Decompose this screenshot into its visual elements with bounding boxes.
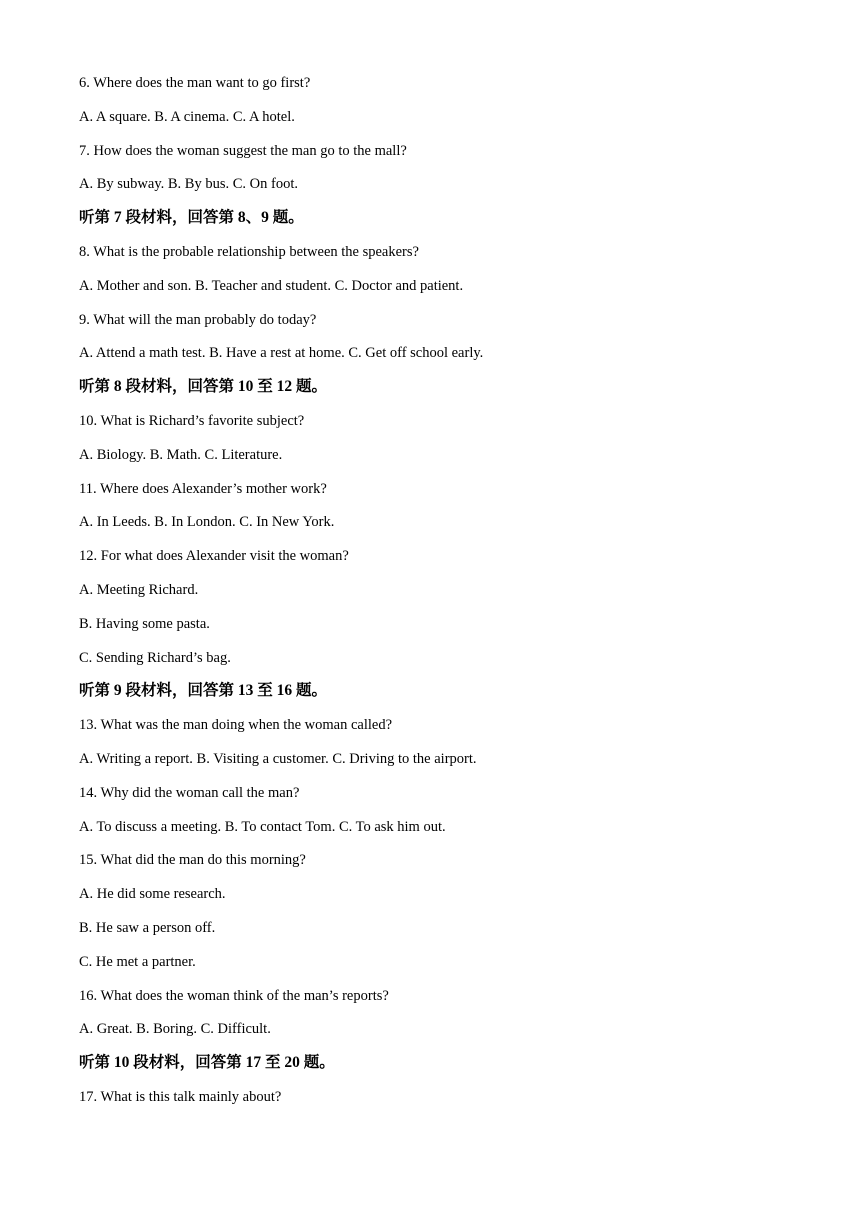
question-10-options: A. Biology. B. Math. C. Literature. bbox=[79, 446, 283, 463]
question-16-text: 16. What does the woman think of the man’s reports? bbox=[79, 987, 389, 1004]
question-15-option-b: B. He saw a person off. bbox=[79, 919, 216, 936]
question-11-text: 11. Where does Alexander’s mother work? bbox=[79, 480, 327, 497]
question-9-options: A. Attend a math test. B. Have a rest at home. C. Get off school early. bbox=[79, 345, 484, 362]
question-8-options: A. Mother and son. B. Teacher and student. C. Doctor and patient. bbox=[79, 277, 464, 294]
document-content bbox=[79, 72, 799, 1120]
question-15-option-c: C. He met a partner. bbox=[79, 953, 196, 970]
question-12-option-b: B. Having some pasta. bbox=[79, 615, 210, 632]
question-13-text: 13. What was the man doing when the woman called? bbox=[79, 717, 393, 734]
question-16-options: A. Great. B. Boring. C. Difficult. bbox=[79, 1021, 271, 1038]
question-15-text: 15. What did the man do this morning? bbox=[79, 852, 306, 869]
question-17-text: 17. What is this talk mainly about? bbox=[79, 1088, 282, 1105]
question-13-options: A. Writing a report. B. Visiting a customer. C. Driving to the airport. bbox=[79, 750, 477, 767]
question-15-option-a: A. He did some research. bbox=[79, 886, 226, 903]
question-14-text: 14. Why did the woman call the man? bbox=[79, 784, 300, 801]
question-10-text: 10. What is Richard’s favorite subject? bbox=[79, 412, 305, 429]
question-12-text: 12. For what does Alexander visit the woman? bbox=[79, 548, 349, 565]
section-heading-8: 听第 8 段材料，回答第 10 至 12 题。 bbox=[79, 378, 328, 396]
question-12-option-c: C. Sending Richard’s bag. bbox=[79, 649, 231, 666]
question-11-options: A. In Leeds. B. In London. C. In New York. bbox=[79, 514, 335, 531]
question-8-text: 8. What is the probable relationship between the speakers? bbox=[79, 243, 419, 260]
question-6-text: 6. Where does the man want to go first? bbox=[79, 75, 311, 91]
question-9-text: 9. What will the man probably do today? bbox=[79, 311, 317, 328]
question-7-options: A. By subway. B. By bus. C. On foot. bbox=[79, 176, 298, 193]
question-7-text: 7. How does the woman suggest the man go to the mall? bbox=[79, 142, 407, 159]
question-6-options: A. A square. B. A cinema. C. A hotel. bbox=[79, 108, 295, 125]
question-14-options: A. To discuss a meeting. B. To contact Tom. C. To ask him out. bbox=[79, 818, 446, 835]
section-heading-9: 听第 9 段材料，回答第 13 至 16 题。 bbox=[79, 682, 328, 700]
section-heading-7: 听第 7 段材料，回答第 8、9 题。 bbox=[79, 209, 304, 227]
section-heading-10: 听第 10 段材料，回答第 17 至 20 题。 bbox=[79, 1054, 335, 1072]
question-12-option-a: A. Meeting Richard. bbox=[79, 581, 199, 598]
